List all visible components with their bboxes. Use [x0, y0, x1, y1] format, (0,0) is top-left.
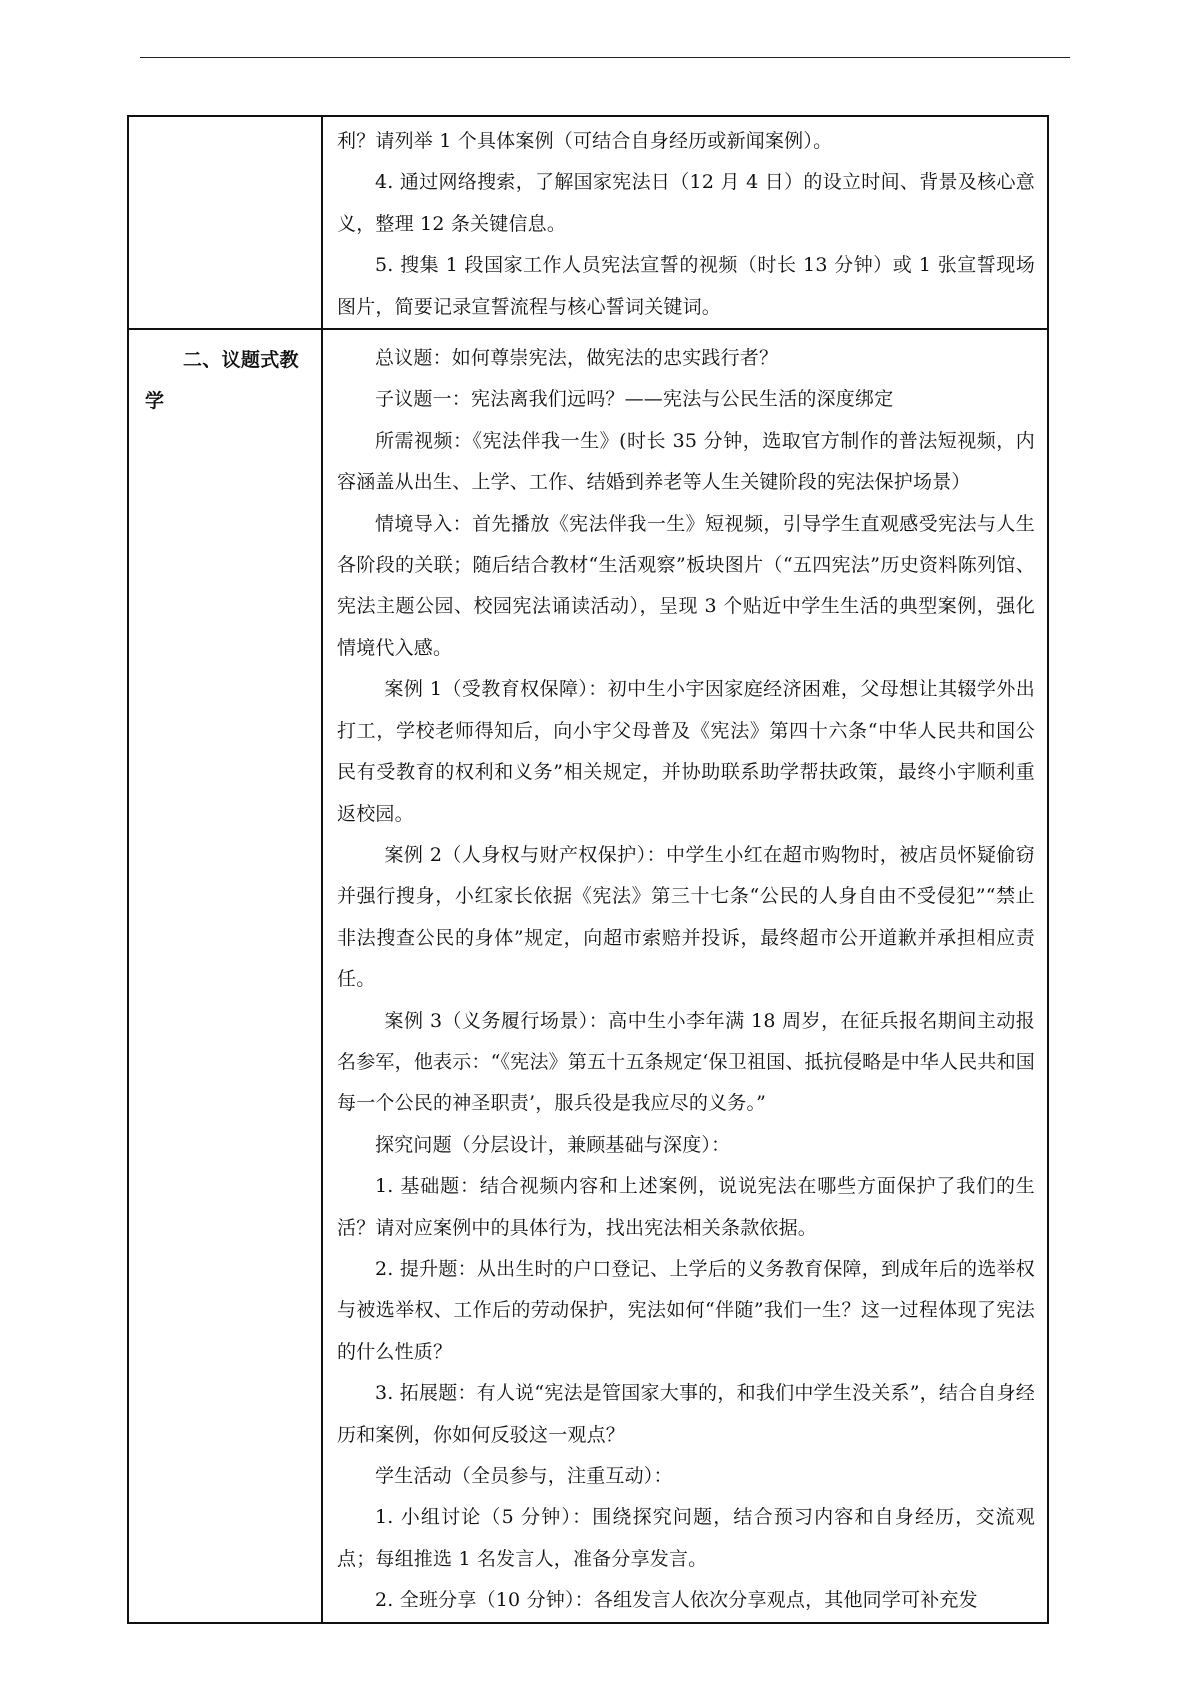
- header-rule: [140, 57, 1070, 58]
- paragraph: 4. 通过网络搜索，了解国家宪法日（12 月 4 日）的设立时间、背景及核心意义，整理 12 条关键信息。: [337, 171, 1035, 235]
- table-row-preview-tasks: [128, 116, 1048, 329]
- row-content: [323, 330, 1047, 1622]
- paragraph: 2. 提升题：从出生时的户口登记、上学后的义务教育保障，到成年后的选举权与被选举权、工作后的劳动保护，宪法如何“伴随”我们一生？这一过程体现了宪法的什么性质？: [337, 1257, 1035, 1363]
- paragraph: 3. 拓展题：有人说“宪法是管国家大事的，和我们中学生没关系”，结合自身经历和案例，你如何反驳这一观点？: [337, 1382, 1035, 1446]
- paragraph: 学生活动（全员参与，注重互动）：: [375, 1465, 673, 1487]
- paragraph: 案例 2（人身权与财产权保护）：中学生小红在超市购物时，被店员怀疑偷窃并强行搜身，小红家长依据《宪法》第三十七条“公民的人身自由不受侵犯”“禁止非法搜查公民的身体”规定，向超市索赔并投诉，最终超市公开道歉并承担相应责任。: [337, 843, 1035, 991]
- lesson-plan-table: [127, 115, 1049, 1624]
- row-label-cell: [128, 329, 322, 1623]
- row-content-cell: [322, 116, 1048, 329]
- row-label: 二、议题式教学: [145, 349, 299, 413]
- row-label-cell: [128, 116, 322, 329]
- paragraph: 1. 基础题：结合视频内容和上述案例，说说宪法在哪些方面保护了我们的生活？请对应案例中的具体行为，找出宪法相关条款依据。: [337, 1175, 1035, 1239]
- paragraph: 子议题一：宪法离我们远吗？——宪法与公民生活的深度绑定: [375, 388, 894, 411]
- table-row-issue-teaching: [128, 329, 1048, 1623]
- paragraph: 探究问题（分层设计，兼顾基础与深度）：: [375, 1133, 731, 1156]
- row-label: [129, 117, 321, 127]
- paragraph: 情境导入：首先播放《宪法伴我一生》短视频，引导学生直观感受宪法与人生各阶段的关联；随后结合教材“生活观察”板块图片（“五四宪法”历史资料陈列馆、宪法主题公园、校园宪法诵读活动），呈现 3 个贴近中学生生活的典型案例，强化情境代入感。: [337, 512, 1035, 659]
- paragraph: 2. 全班分享（10 分钟）：各组发言人依次分享观点，其他同学可补充发: [375, 1589, 978, 1612]
- paragraph: 利？请列举 1 个具体案例（可结合自身经历或新闻案例）。: [337, 130, 833, 152]
- paragraph: 案例 1（受教育权保障）：初中生小宇因家庭经济困难，父母想让其辍学外出打工，学校老师得知后，向小宇父母普及《宪法》第四十六条“中华人民共和国公民有受教育的权利和义务”相关规定，并协助联系助学帮扶政策，最终小宇顺利重返校园。: [337, 678, 1035, 825]
- row-content: [323, 117, 1047, 328]
- paragraph: 所需视频：《宪法伴我一生》(时长 35 分钟，选取官方制作的普法短视频，内容涵盖从出生、上学、工作、结婚到养老等人生关键阶段的宪法保护场景）: [337, 429, 1035, 494]
- paragraph: 5. 搜集 1 段国家工作人员宪法宣誓的视频（时长 13 分钟）或 1 张宣誓现场图片，简要记录宣誓流程与核心誓词关键词。: [337, 254, 1035, 318]
- row-content-cell: [322, 329, 1048, 1623]
- paragraph: 1. 小组讨论（5 分钟）：围绕探究问题，结合预习内容和自身经历，交流观点；每组推选 1 名发言人，准备分享发言。: [337, 1506, 1035, 1570]
- paragraph: 案例 3（义务履行场景）：高中生小李年满 18 周岁，在征兵报名期间主动报名参军，他表示：“《宪法》第五十五条规定‘保卫祖国、抵抗侵略是中华人民共和国每一个公民的神圣职责’，服兵役是我应尽的义务。”: [337, 1009, 1035, 1115]
- paragraph: 总议题：如何尊崇宪法，做宪法的忠实践行者？: [375, 347, 779, 370]
